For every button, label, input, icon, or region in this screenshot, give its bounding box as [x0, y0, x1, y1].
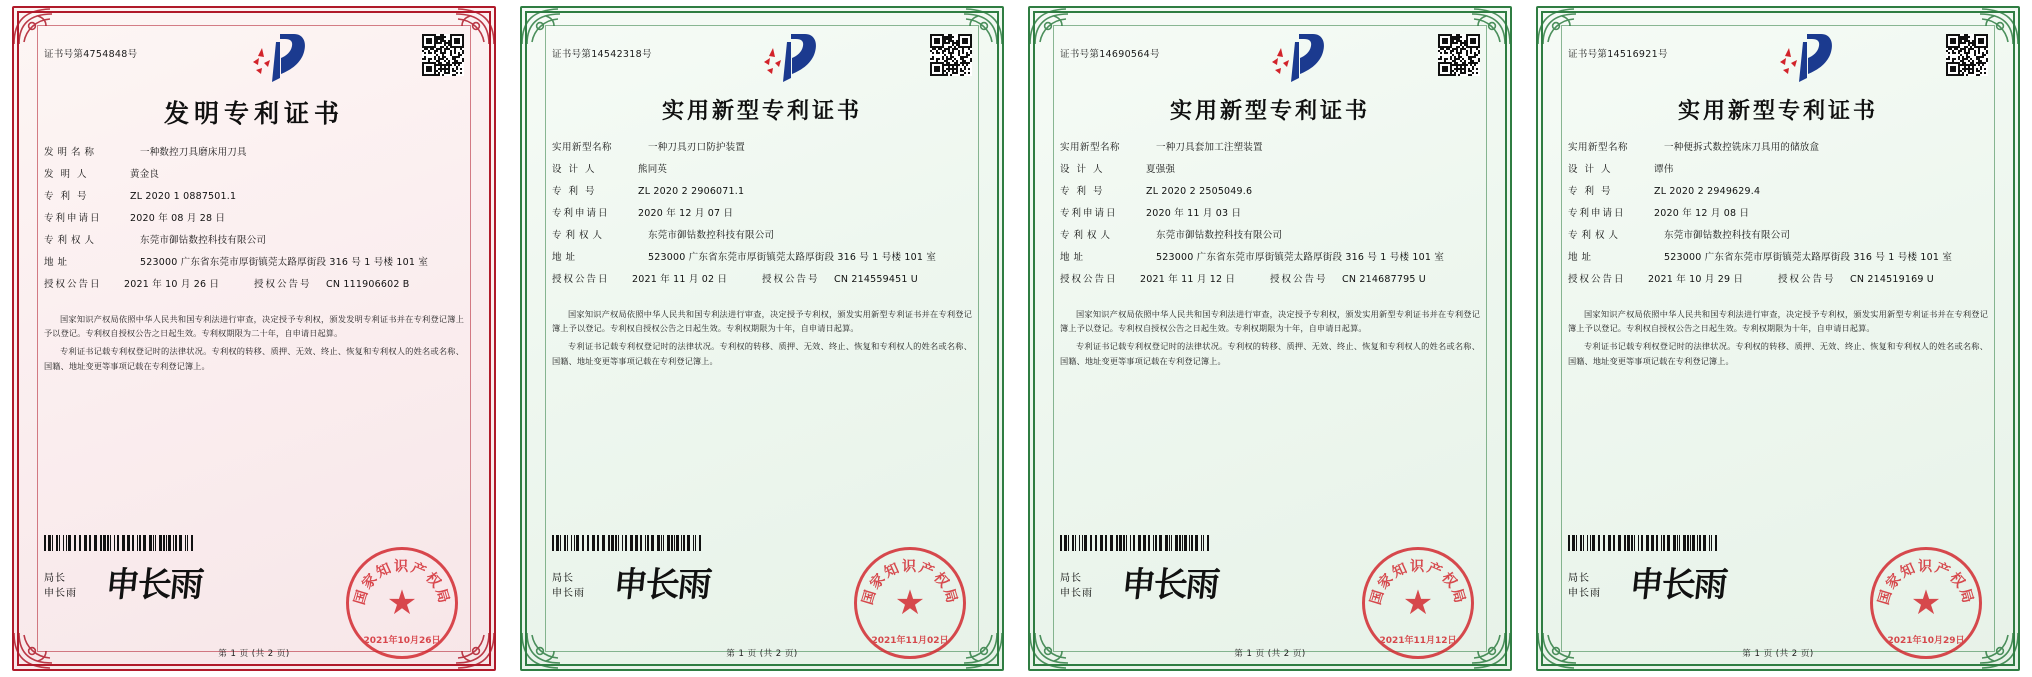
- notice-no-group: [762, 275, 972, 285]
- field-row: [1060, 209, 1480, 219]
- field-label: 专 利 号: [1060, 185, 1105, 197]
- field-value: 一种刀具套加工注塑装置: [1156, 142, 1263, 153]
- field-row: [1060, 253, 1480, 263]
- director-name: 申长雨: [552, 588, 585, 599]
- svg-text:国家知识产权局: 国家知识产权局: [351, 558, 453, 607]
- page-title: 实用新型专利证书: [1169, 98, 1370, 124]
- notice-no-label: 授权公告号: [1270, 273, 1328, 285]
- grant-date-group: [552, 275, 762, 285]
- seal-star-icon: ★: [1402, 583, 1434, 623]
- certificate-number: 证书号第14690564号: [1060, 49, 1160, 60]
- field-value: ZL 2020 1 0887501.1: [130, 190, 237, 202]
- spacer: [1060, 372, 1480, 531]
- field-label: 地 址: [44, 256, 68, 268]
- grant-date-value: 2021 年 11 月 12 日: [1140, 273, 1236, 285]
- director-block: [552, 571, 585, 601]
- certificate-number: 证书号第4754848号: [44, 49, 138, 60]
- cnipa-logo-icon: [1777, 30, 1837, 86]
- field-value: 东莞市御钻数控科技有限公司: [1156, 229, 1283, 241]
- field-value: ZL 2020 2 2906071.1: [638, 185, 745, 197]
- spacer: [552, 372, 972, 531]
- page-number: 第 1 页 (共 2 页): [1234, 649, 1306, 659]
- field-row: [1060, 143, 1480, 153]
- legal-paragraph: 专利证书记载专利权登记时的法律状况。专利权的转移、质押、无效、终止、恢复和专利权人的姓名或名称、国籍、地址变更等事项记载在专利登记簿上。: [1060, 341, 1480, 366]
- certificate-header: [552, 28, 972, 90]
- qr-code-icon: [930, 34, 972, 76]
- page-title: 实用新型专利证书: [1677, 98, 1878, 124]
- legal-paragraph: 国家知识产权局依照中华人民共和国专利法进行审查，决定授予专利权，颁发实用新型专利证书并在专利登记簿上予以登记。专利权自授权公告之日起生效。专利权期限为十年，自申请日起算。: [1568, 308, 1988, 334]
- field-label: 专利申请日: [44, 212, 102, 224]
- field-value: 2020 年 11 月 03 日: [1146, 207, 1242, 219]
- certificate-fields: [552, 143, 972, 297]
- grant-date-value: 2021 年 11 月 02 日: [632, 273, 728, 285]
- official-seal: [854, 547, 966, 659]
- field-value: 东莞市御钻数控科技有限公司: [648, 229, 775, 241]
- director-label: 局长: [552, 573, 574, 584]
- legal-paragraph: 专利证书记载专利权登记时的法律状况。专利权的转移、质押、无效、终止、恢复和专利权人的姓名或名称、国籍、地址变更等事项记载在专利登记簿上。: [552, 341, 972, 366]
- field-row: [552, 165, 972, 175]
- director-name: 申长雨: [44, 588, 77, 599]
- seal-star-icon: ★: [386, 583, 418, 623]
- field-value: 熊同英: [638, 163, 668, 175]
- spacer: [44, 377, 464, 531]
- director-block: [44, 571, 77, 601]
- certificate-header: [1060, 28, 1480, 90]
- official-seal: [346, 547, 458, 659]
- cnipa-logo-icon: [761, 30, 821, 86]
- field-label: 发 明 名 称: [44, 147, 95, 158]
- notice-no-label: 授权公告号: [254, 278, 312, 290]
- barcode: [1060, 535, 1210, 551]
- grant-row: [1568, 275, 1988, 285]
- cnipa-logo-svg: [1777, 30, 1837, 86]
- field-row: [44, 214, 464, 224]
- director-signature: 申长雨: [103, 565, 204, 605]
- field-row: [1568, 231, 1988, 241]
- barcode-svg: [1060, 535, 1210, 551]
- grant-row: [552, 275, 972, 285]
- field-row: [44, 148, 464, 158]
- field-row: [44, 258, 464, 268]
- field-row: [44, 192, 464, 202]
- director-label: 局长: [44, 573, 66, 584]
- qr-code-icon: [422, 34, 464, 76]
- director-name: 申长雨: [1060, 588, 1093, 599]
- qr-code-icon: [1946, 34, 1988, 76]
- seal-date: 2021年10月29日: [1887, 636, 1965, 646]
- notice-no-value: CN 214559451 U: [834, 273, 918, 285]
- grant-date-group: [44, 280, 254, 290]
- grant-date-label: 授权公告日: [44, 278, 102, 290]
- svg-text:国家知识产权局: 国家知识产权局: [1367, 558, 1469, 607]
- field-label: 实用新型名称: [1568, 142, 1629, 153]
- spacer: [1568, 372, 1988, 531]
- page-number: 第 1 页 (共 2 页): [726, 649, 798, 659]
- field-value: 一种便拆式数控铣床刀具用的储放盒: [1664, 142, 1820, 153]
- field-row: [1060, 165, 1480, 175]
- field-label: 设 计 人: [1568, 163, 1613, 175]
- legal-text: [44, 312, 464, 377]
- field-value: 2020 年 12 月 07 日: [638, 207, 734, 219]
- grant-row: [44, 280, 464, 290]
- certificate-footer: [44, 553, 464, 645]
- certificate-fields: [1568, 143, 1988, 297]
- field-value: 523000 广东省东莞市厚街镇莞太路厚街段 316 号 1 号楼 101 室: [140, 256, 429, 268]
- page-number: 第 1 页 (共 2 页): [1742, 649, 1814, 659]
- patent-certificate: [1524, 0, 2032, 677]
- grant-date-label: 授权公告日: [552, 273, 610, 285]
- seal-star-icon: ★: [1910, 583, 1942, 623]
- director-label: 局长: [1568, 573, 1590, 584]
- legal-paragraph: 国家知识产权局依照中华人民共和国专利法进行审查，决定授予专利权，颁发实用新型专利证书并在专利登记簿上予以登记。专利权自授权公告之日起生效。专利权期限为十年，自申请日起算。: [552, 308, 972, 334]
- field-row: [1060, 187, 1480, 197]
- field-value: 黄金良: [130, 168, 160, 180]
- field-value: 523000 广东省东莞市厚街镇莞太路厚街段 316 号 1 号楼 101 室: [1156, 251, 1445, 263]
- grant-date-group: [1060, 275, 1270, 285]
- cnipa-logo-icon: [1269, 30, 1329, 86]
- field-label: 设 计 人: [552, 163, 597, 175]
- barcode: [1568, 535, 1718, 551]
- field-label: 专 利 权 人: [1060, 229, 1111, 241]
- director-signature: 申长雨: [1627, 565, 1728, 605]
- field-value: 夏强强: [1146, 163, 1176, 175]
- field-row: [1568, 143, 1988, 153]
- field-label: 地 址: [1568, 251, 1592, 263]
- notice-no-label: 授权公告号: [762, 273, 820, 285]
- director-block: [1060, 571, 1093, 601]
- certificate-fields: [44, 148, 464, 302]
- notice-no-value: CN 214687795 U: [1342, 273, 1426, 285]
- field-label: 发 明 人: [44, 168, 89, 180]
- director-label: 局长: [1060, 573, 1082, 584]
- legal-text: [552, 307, 972, 372]
- notice-no-value: CN 214519169 U: [1850, 273, 1934, 285]
- field-label: 实用新型名称: [552, 142, 613, 153]
- svg-text:国家知识产权局: 国家知识产权局: [859, 558, 961, 607]
- grant-row: [1060, 275, 1480, 285]
- legal-paragraph: 国家知识产权局依照中华人民共和国专利法进行审查，决定授予专利权，颁发实用新型专利证书并在专利登记簿上予以登记。专利权自授权公告之日起生效。专利权期限为十年，自申请日起算。: [1060, 308, 1480, 334]
- notice-no-value: CN 111906602 B: [326, 278, 410, 290]
- field-value: 523000 广东省东莞市厚街镇莞太路厚街段 316 号 1 号楼 101 室: [1664, 251, 1953, 263]
- barcode-svg: [1568, 535, 1718, 551]
- legal-paragraph: 专利证书记载专利权登记时的法律状况。专利权的转移、质押、无效、终止、恢复和专利权人的姓名或名称、国籍、地址变更等事项记载在专利登记簿上。: [44, 346, 464, 371]
- field-row: [1568, 165, 1988, 175]
- notice-no-group: [1270, 275, 1480, 285]
- qr-code-icon: [1438, 34, 1480, 76]
- field-label: 专利申请日: [1568, 207, 1626, 219]
- grant-date-value: 2021 年 10 月 26 日: [124, 278, 220, 290]
- field-row: [44, 236, 464, 246]
- field-row: [1568, 209, 1988, 219]
- field-value: 一种刀具刃口防护装置: [648, 142, 746, 153]
- director-signature: 申长雨: [611, 565, 712, 605]
- svg-text:国家知识产权局: 国家知识产权局: [1875, 558, 1977, 607]
- field-label: 地 址: [1060, 251, 1084, 263]
- field-label: 专利申请日: [1060, 207, 1118, 219]
- field-label: 实用新型名称: [1060, 142, 1121, 153]
- certificate-header: [44, 28, 464, 90]
- qr-code-svg: [930, 34, 972, 76]
- certificate-number: 证书号第14516921号: [1568, 49, 1668, 60]
- certificate-footer: [552, 553, 972, 645]
- patent-certificate: [1016, 0, 1524, 677]
- field-row: [1060, 231, 1480, 241]
- legal-text: [1568, 307, 1988, 372]
- field-row: [1568, 253, 1988, 263]
- field-row: [552, 187, 972, 197]
- field-label: 专 利 号: [1568, 185, 1613, 197]
- field-label: 专 利 号: [44, 190, 89, 202]
- barcode: [552, 535, 702, 551]
- field-value: 谭伟: [1654, 163, 1674, 175]
- page-title: 发明专利证书: [163, 99, 344, 128]
- cnipa-logo-svg: [761, 30, 821, 86]
- certificate-fields: [1060, 143, 1480, 297]
- field-value: 一种数控刀具磨床用刀具: [140, 147, 247, 158]
- page-title: 实用新型专利证书: [661, 98, 862, 124]
- barcode-svg: [552, 535, 702, 551]
- field-label: 专 利 权 人: [1568, 229, 1619, 241]
- field-label: 专 利 权 人: [44, 234, 95, 246]
- director-block: [1568, 571, 1601, 601]
- official-seal: [1362, 547, 1474, 659]
- field-label: 专利申请日: [552, 207, 610, 219]
- notice-no-group: [1778, 275, 1988, 285]
- director-signature: 申长雨: [1119, 565, 1220, 605]
- seal-date: 2021年10月26日: [363, 636, 441, 646]
- field-row: [44, 170, 464, 180]
- qr-code-svg: [422, 34, 464, 76]
- field-label: 地 址: [552, 251, 576, 263]
- qr-code-svg: [1438, 34, 1480, 76]
- qr-code-svg: [1946, 34, 1988, 76]
- barcode: [44, 535, 194, 551]
- grant-date-group: [1568, 275, 1778, 285]
- field-row: [552, 209, 972, 219]
- director-name: 申长雨: [1568, 588, 1601, 599]
- grant-date-value: 2021 年 10 月 29 日: [1648, 273, 1744, 285]
- certificate-number: 证书号第14542318号: [552, 49, 652, 60]
- field-row: [1568, 187, 1988, 197]
- cnipa-logo-icon: [250, 30, 310, 86]
- field-value: 2020 年 08 月 28 日: [130, 212, 226, 224]
- field-value: 2020 年 12 月 08 日: [1654, 207, 1750, 219]
- field-value: ZL 2020 2 2505049.6: [1146, 185, 1253, 197]
- cnipa-logo-svg: [250, 30, 310, 86]
- field-value: 523000 广东省东莞市厚街镇莞太路厚街段 316 号 1 号楼 101 室: [648, 251, 937, 263]
- patent-certificate: [508, 0, 1016, 677]
- legal-paragraph: 专利证书记载专利权登记时的法律状况。专利权的转移、质押、无效、终止、恢复和专利权人的姓名或名称、国籍、地址变更等事项记载在专利登记簿上。: [1568, 341, 1988, 366]
- legal-text: [1060, 307, 1480, 372]
- page-number: 第 1 页 (共 2 页): [218, 649, 290, 659]
- certificate-footer: [1568, 553, 1988, 645]
- certificate-header: [1568, 28, 1988, 90]
- seal-date: 2021年11月12日: [1379, 636, 1457, 646]
- field-label: 专 利 号: [552, 185, 597, 197]
- barcode-svg: [44, 535, 194, 551]
- patent-certificate: [0, 0, 508, 677]
- field-value: 东莞市御钻数控科技有限公司: [1664, 229, 1791, 241]
- notice-no-label: 授权公告号: [1778, 273, 1836, 285]
- cnipa-logo-svg: [1269, 30, 1329, 86]
- grant-date-label: 授权公告日: [1568, 273, 1626, 285]
- legal-paragraph: 国家知识产权局依照中华人民共和国专利法进行审查，决定授予专利权，颁发发明专利证书并在专利登记簿上予以登记。专利权自授权公告之日起生效。专利权期限为二十年，自申请日起算。: [44, 313, 464, 339]
- field-value: ZL 2020 2 2949629.4: [1654, 185, 1761, 197]
- field-row: [552, 143, 972, 153]
- certificate-footer: [1060, 553, 1480, 645]
- grant-date-label: 授权公告日: [1060, 273, 1118, 285]
- official-seal: [1870, 547, 1982, 659]
- field-row: [552, 231, 972, 241]
- seal-star-icon: ★: [894, 583, 926, 623]
- field-value: 东莞市御钻数控科技有限公司: [140, 234, 267, 246]
- field-row: [552, 253, 972, 263]
- notice-no-group: [254, 280, 464, 290]
- field-label: 设 计 人: [1060, 163, 1105, 175]
- field-label: 专 利 权 人: [552, 229, 603, 241]
- seal-date: 2021年11月02日: [871, 636, 949, 646]
